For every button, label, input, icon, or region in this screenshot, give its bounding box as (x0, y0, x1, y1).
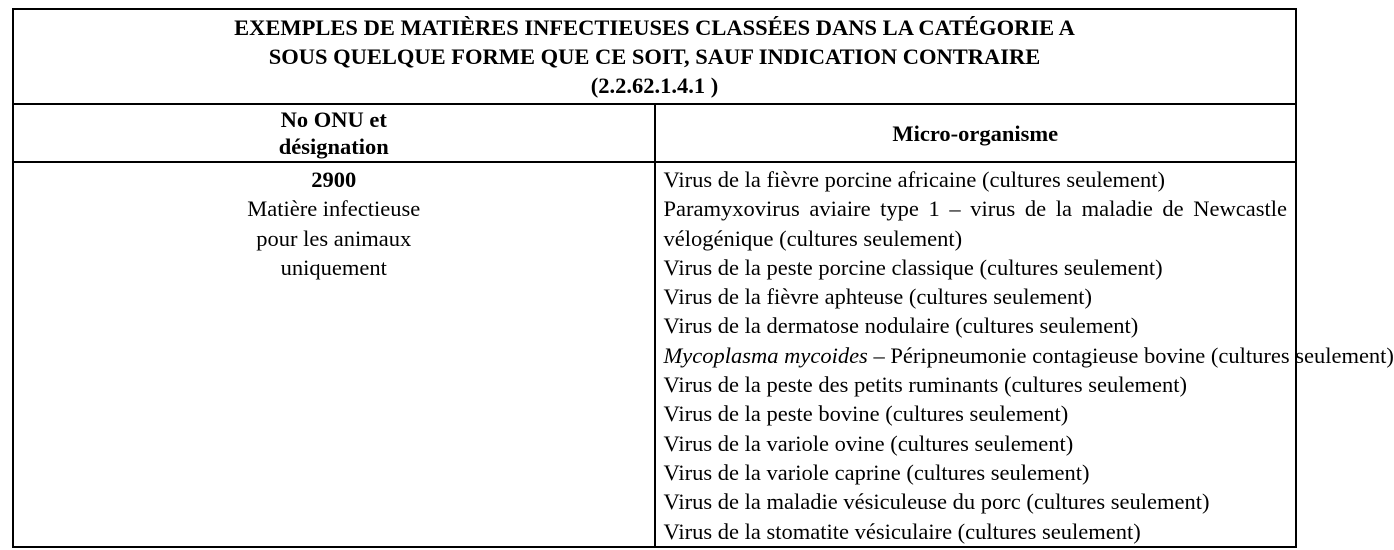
micro-organism-list (655, 162, 1394, 547)
list-item-description: – Péripneumonie contagieuse bovine (cultures seulement) (867, 342, 1394, 368)
header-row (13, 104, 1296, 162)
column-header-un-number (13, 104, 655, 162)
list-item (663, 341, 1394, 370)
designation-line: pour les animaux (256, 225, 412, 251)
column-header-un-line-2: désignation (278, 134, 389, 159)
infectious-substances-table (12, 8, 1394, 548)
title-line-2: SOUS QUELQUE FORME QUE CE SOIT, SAUF INDICATION CONTRAIRE (268, 44, 1041, 69)
list-item: Virus de la variole ovine (cultures seulement) (663, 430, 1074, 456)
designation-line: uniquement (280, 254, 387, 280)
list-item: Virus de la fièvre aphteuse (cultures seulement) (663, 284, 1092, 310)
un-number: 2900 (311, 167, 357, 192)
list-item: Virus de la dermatose nodulaire (cultures seulement) (663, 313, 1139, 339)
list-item: Virus de la peste des petits ruminants (cultures seulement) (663, 372, 1188, 398)
list-item: Virus de la peste porcine classique (cultures seulement) (663, 254, 1163, 280)
list-item: Paramyxovirus aviaire type 1 – virus de la maladie de Newcastle vélogénique (cultures seulement) (663, 196, 1287, 251)
list-item: Virus de la variole caprine (cultures seulement) (663, 459, 1090, 485)
list-item: Virus de la peste bovine (cultures seulement) (663, 401, 1069, 427)
list-item: Virus de la maladie vésiculeuse du porc (cultures seulement) (663, 489, 1210, 515)
scientific-name: Mycoplasma mycoides (663, 342, 868, 368)
designation-line: Matière infectieuse (247, 196, 421, 222)
table-row (13, 162, 1296, 547)
list-item: Virus de la stomatite vésiculaire (cultures seulement) (663, 518, 1141, 544)
table-title (13, 9, 1296, 104)
title-row (13, 9, 1296, 104)
title-line-1: EXEMPLES DE MATIÈRES INFECTIEUSES CLASSÉES DANS LA CATÉGORIE A (234, 15, 1075, 40)
list-item: Virus de la fièvre porcine africaine (cultures seulement) (663, 167, 1166, 192)
title-line-3: (2.2.62.1.4.1 ) (590, 73, 719, 98)
column-header-un-line-1: No ONU et (280, 107, 387, 132)
column-header-micro-organism: Micro-organisme (655, 104, 1297, 162)
un-designation-cell (13, 162, 655, 547)
